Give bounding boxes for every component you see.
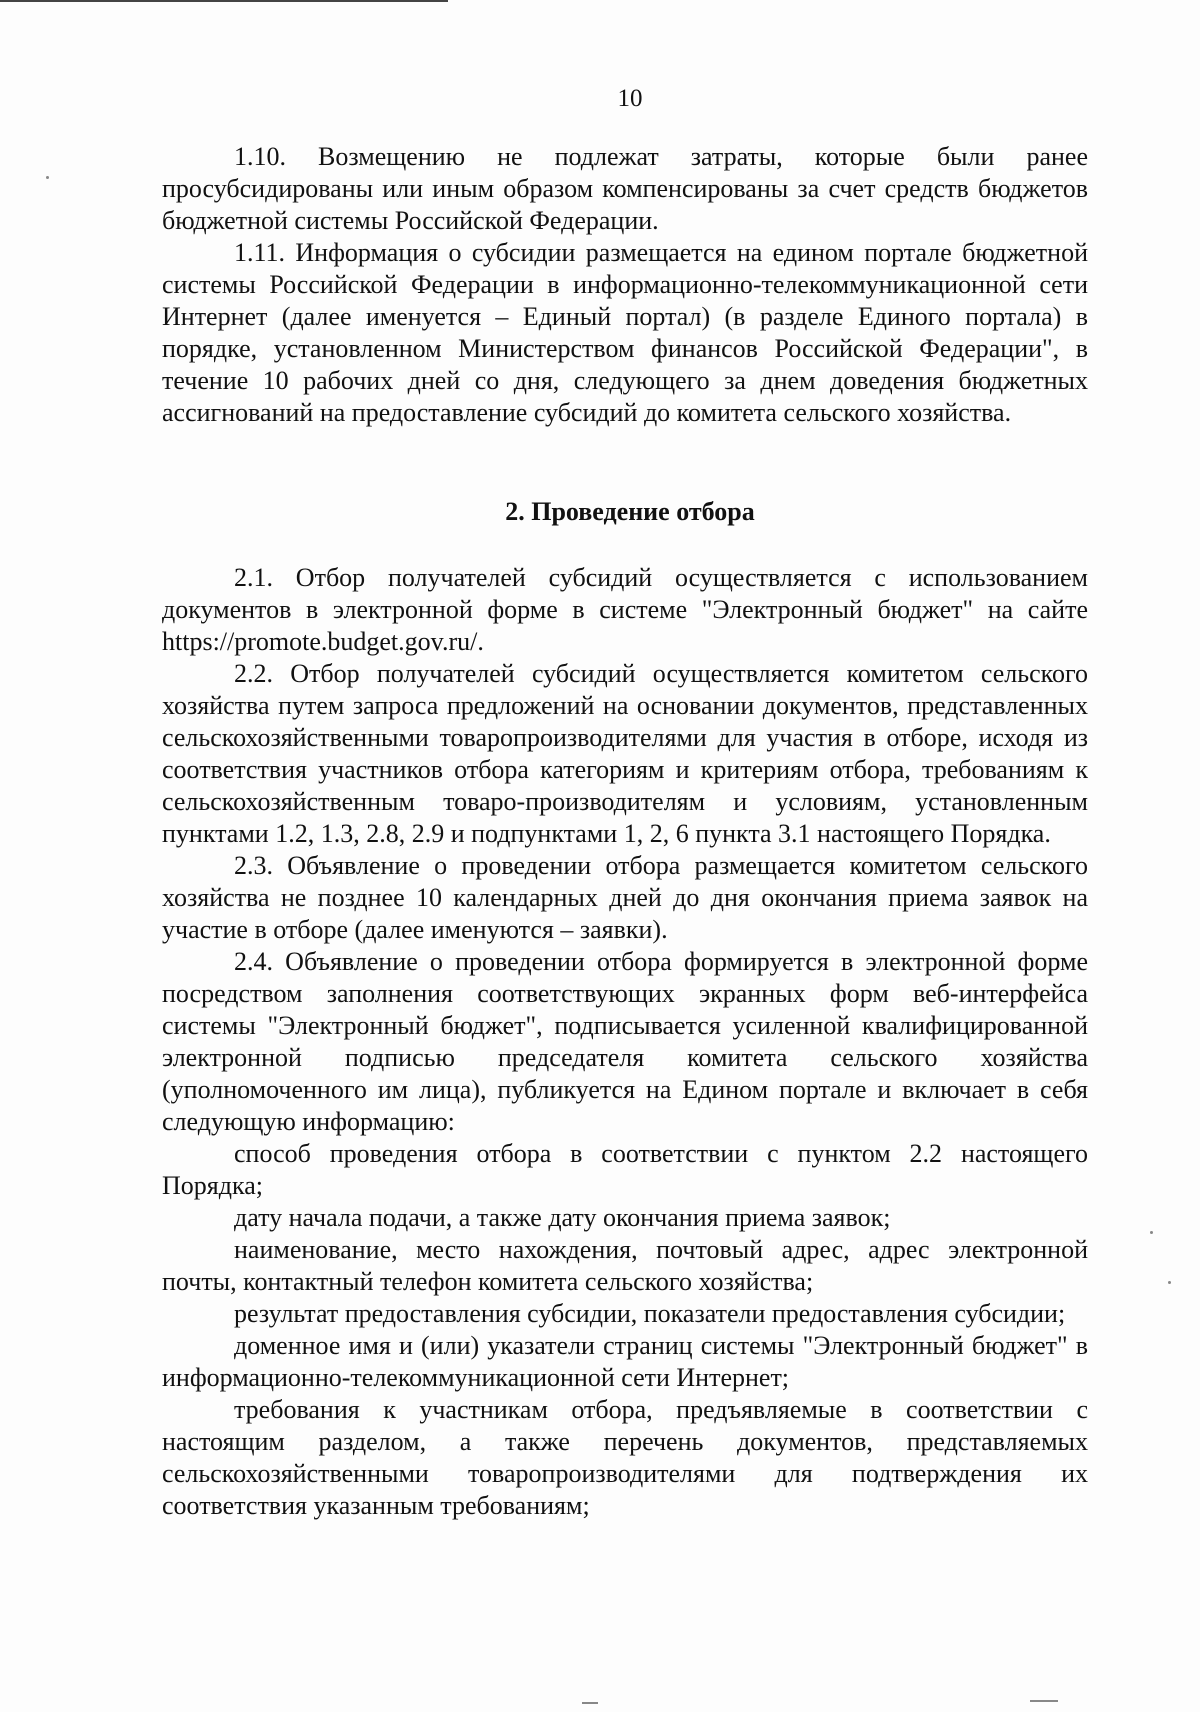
scan-speck xyxy=(1168,1281,1171,1284)
list-item-dates: дату начала подачи, а также дату окончания приема заявок; xyxy=(234,1203,891,1232)
section-2-heading: 2. Проведение отбора xyxy=(505,497,755,526)
paragraph-2-2: 2.2. Отбор получателей субсидий осуществляется комитетом сельского хозяйства путем запроса предложений на основании документов, представленных сельскохозяйственными товаропроизводителями для участия в отборе, исходя из соответствия участников отбора категориям и критериям отбора, требованиям к сельскохозяйственным товаро-производителям и условиям, установленным пунктами 1.2, 1.3, 2.8, 2.9 и подпунктами 1, 2, 6 пункта 3.1 настоящего Порядка. xyxy=(162,659,1088,848)
list-item-contacts: наименование, место нахождения, почтовый адрес, адрес электронной почты, контактный телефон комитета сельского хозяйства; xyxy=(162,1235,1088,1296)
list-item-selection-method: способ проведения отбора в соответствии с пунктом 2.2 настоящего Порядка; xyxy=(162,1139,1088,1200)
paragraph-1-10: 1.10. Возмещению не подлежат затраты, которые были ранее просубсидированы или иным образом компенсированы за счет средств бюджетов бюджетной системы Российской Федерации. xyxy=(162,142,1088,235)
section-1-text xyxy=(162,141,1088,429)
paragraph-2-4: 2.4. Объявление о проведении отбора формируется в электронной форме посредством заполнения соответствующих экранных форм веб-интерфейса системы "Электронный бюджет", подписывается усиленной квалифицированной электронной подписью председателя комитета сельского хозяйства (уполномоченного им лица), публикуется на Едином портале и включает в себя следующую информацию: xyxy=(162,947,1088,1136)
paragraph-2-1: 2.1. Отбор получателей субсидий осуществляется с использованием документов в электронной форме в системе "Электронный бюджет" на сайте https://promote.budget.gov.ru/. xyxy=(162,563,1088,656)
scan-speck xyxy=(1030,1700,1058,1702)
paragraph-1-11: 1.11. Информация о субсидии размещается на едином портале бюджетной системы Российской Федерации в информационно-телекоммуникационной сети Интернет (далее именуется – Единый портал) (в разделе Единого портала) в порядке, установленном Министерством финансов Российской Федерации", в течение 10 рабочих дней со дня, следующего за днем доведения бюджетных ассигнований на предоставление субсидий до комитета сельского хозяйства. xyxy=(162,238,1088,427)
scan-edge-line xyxy=(0,0,448,2)
list-item-domain: доменное имя и (или) указатели страниц системы "Электронный бюджет" в информационно-телекоммуникационной сети Интернет; xyxy=(162,1331,1088,1392)
scan-speck xyxy=(1150,1231,1153,1234)
list-item-requirements: требования к участникам отбора, предъявляемые в соответствии с настоящим разделом, а также перечень документов, представляемых сельскохозяйственными товаропроизводителями для подтверждения их соответствия указанным требованиям; xyxy=(162,1395,1088,1520)
list-item-result: результат предоставления субсидии, показатели предоставления субсидии; xyxy=(234,1299,1066,1328)
scan-speck xyxy=(582,1702,598,1704)
section-2-text xyxy=(162,562,1088,1522)
scan-speck xyxy=(46,176,49,179)
page-number: 10 xyxy=(617,85,643,112)
paragraph-2-3: 2.3. Объявление о проведении отбора размещается комитетом сельского хозяйства не позднее 10 календарных дней до дня окончания приема заявок на участие в отборе (далее именуются – заявки). xyxy=(162,851,1088,944)
